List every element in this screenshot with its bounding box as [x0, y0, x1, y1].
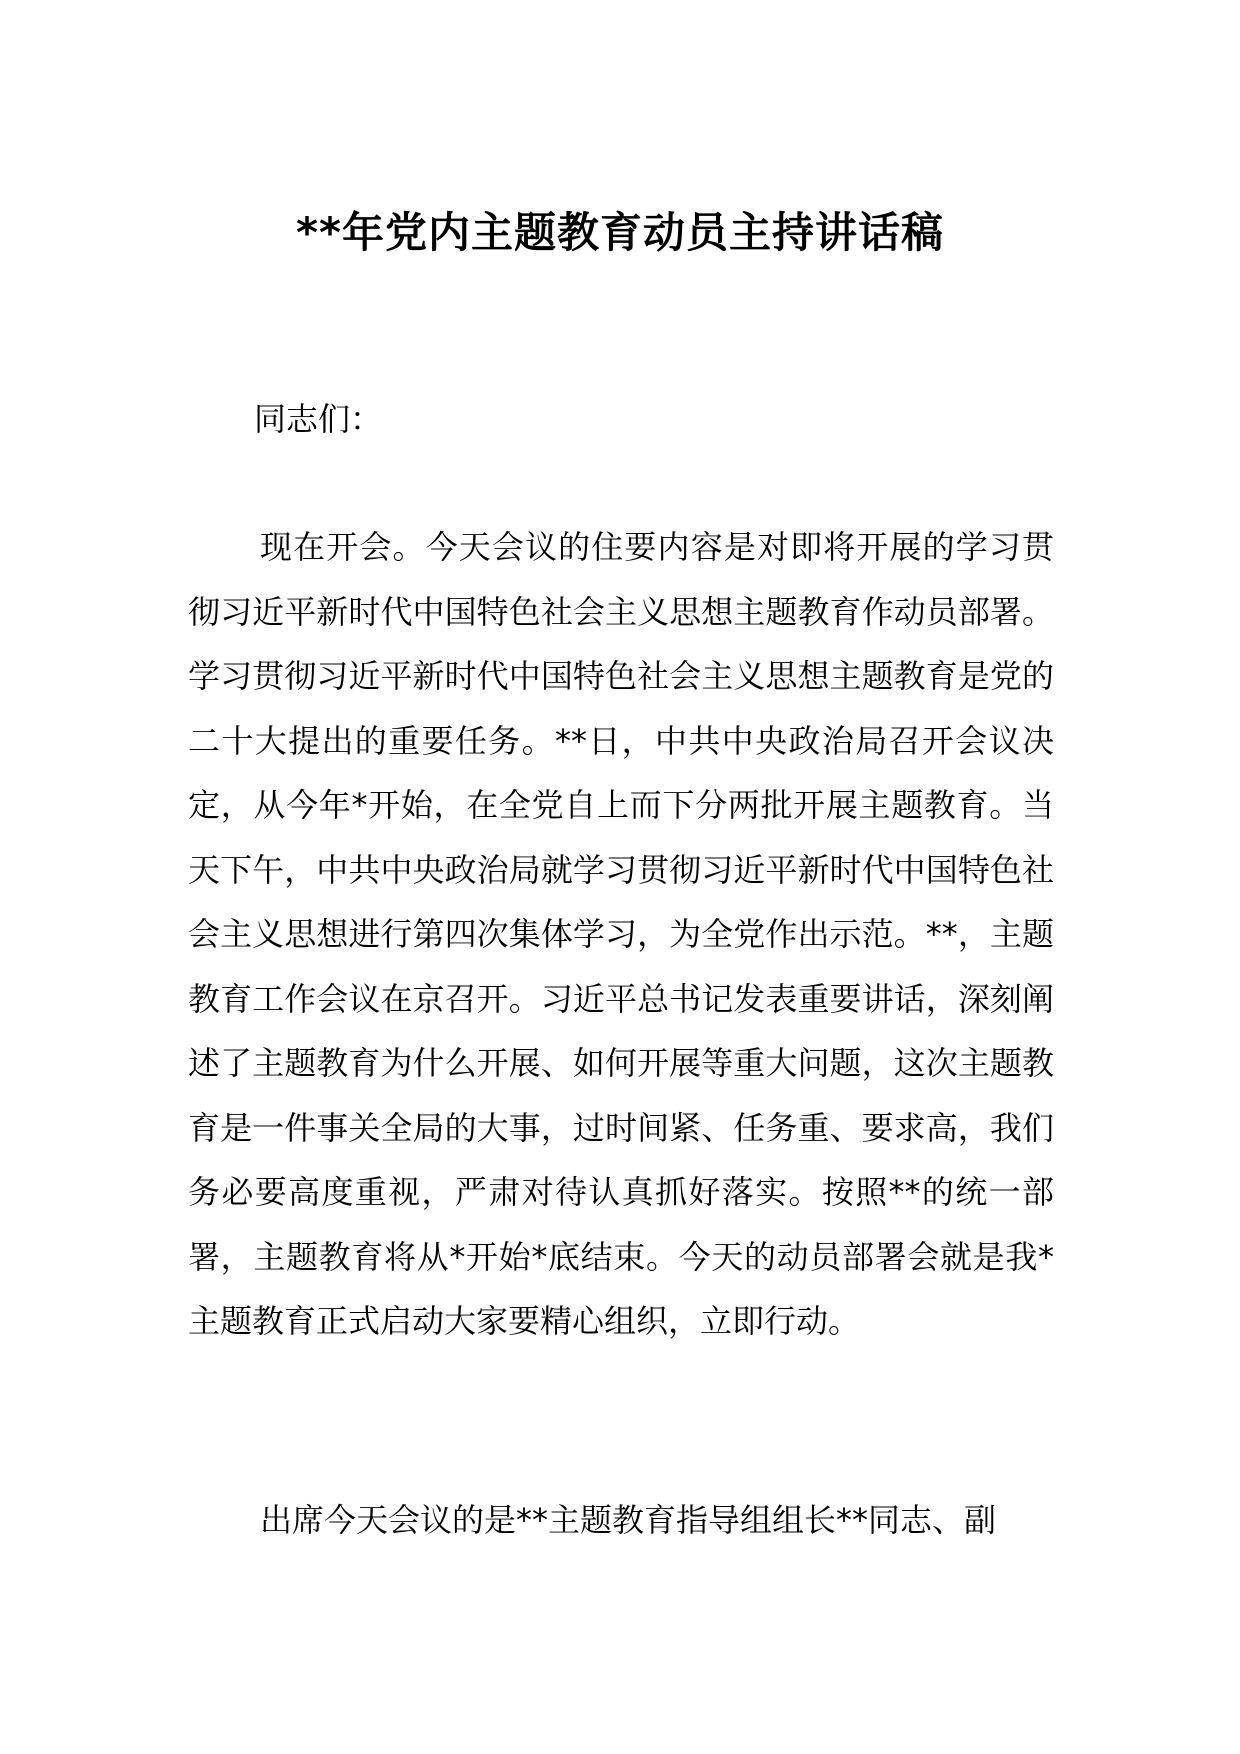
paragraph-attendees: 出席今天会议的是**主题教育指导组组长**同志、副	[260, 1501, 997, 1539]
paragraph-opening: 现在开会。今天会议的住要内容是对即将开展的学习贯彻习近平新时代中国特色社会主义思想主题教育作动员部署。学习贯彻习近平新时代中国特色社会主义思想主题教育是党的二十大提出的重要任务。**日，中共中央政治局召开会议决定，从今年*开始，在全党自上而下分两批开展主题教育。当天下午，中共中央政治局就学习贯彻习近平新时代中国特色社会主义思想进行第四次集体学习，为全党作出示范。**，主题教育工作会议在京召开。习近平总书记发表重要讲话，深刻阐述了主题教育为什么开展、如何开展等重大问题，这次主题教育是一件事关全局的大事，过时间紧、任务重、要求高，我们务必要高度重视，严肃对待认真抓好落实。按照**的统一部署，主题教育将从*开始*底结束。今天的动员部署会就是我*主题教育正式启动大家要精心组织，立即行动。	[188, 528, 1054, 1340]
document-title: **年党内主题教育动员主持讲话稿	[296, 208, 944, 257]
salutation: 同志们：	[254, 400, 383, 438]
